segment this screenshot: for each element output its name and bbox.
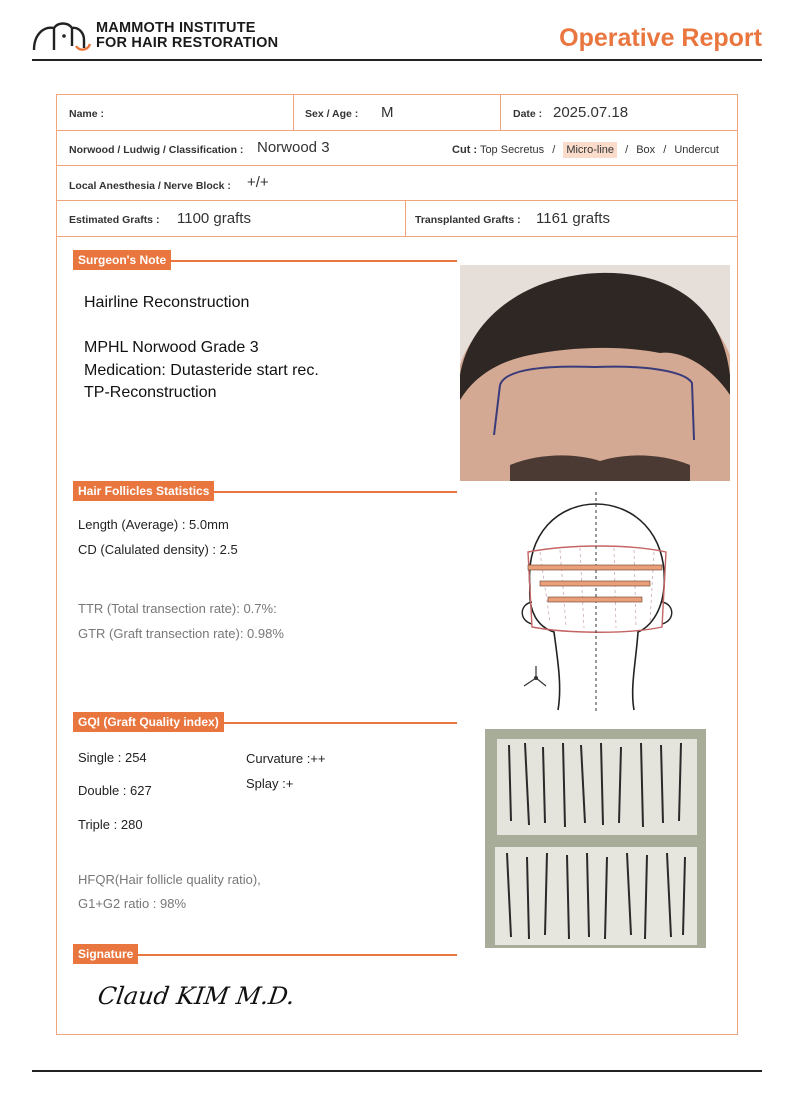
report-header (32, 18, 762, 60)
cut-label: Cut : (452, 144, 478, 156)
stat-gtr: GTR (Graft transection rate): 0.98% (78, 626, 284, 641)
gqi-splay: Splay :+ (246, 776, 294, 791)
section-heading: GQI (Graft Quality index) (73, 712, 224, 732)
sex-age-label: Sex / Age : (305, 108, 359, 120)
surgeon-signature: Claud KIM M.D. (96, 982, 297, 1010)
section-signature (73, 944, 457, 966)
transplanted-grafts-value[interactable]: 1161 grafts (536, 210, 610, 227)
row-name-sex-date (57, 95, 737, 131)
graft-microscope-photo (485, 729, 706, 948)
brand-line-1: MAMMOTH INSTITUTE (96, 20, 256, 36)
date-value[interactable]: 2025.07.18 (553, 104, 629, 121)
gqi-hfqr-line2: G1+G2 ratio : 98% (78, 896, 187, 911)
section-heading: Signature (73, 944, 138, 964)
separator: / (663, 144, 667, 156)
stat-length: Length (Average) : 5.0mm (78, 517, 229, 532)
cut-option-box[interactable]: Box (636, 144, 656, 156)
section-surgeons-note (73, 250, 457, 272)
cut-options (452, 144, 719, 156)
stat-ttr: TTR (Total transection rate): 0.7%: (78, 601, 277, 616)
divider (293, 95, 294, 130)
axis-gizmo-icon (524, 666, 546, 686)
estimated-grafts-label: Estimated Grafts : (69, 214, 160, 226)
header-divider (32, 59, 762, 61)
footer-divider (32, 1070, 762, 1072)
document-title: Operative Report (559, 24, 762, 52)
stat-cd: CD (Calulated density) : 2.5 (78, 542, 238, 557)
note-line: TP-Reconstruction (84, 384, 217, 401)
divider (500, 95, 501, 130)
section-follicle-stats (73, 481, 457, 503)
brand-line-2: FOR HAIR RESTORATION (96, 35, 279, 51)
anesthesia-value[interactable]: +/+ (247, 174, 269, 191)
section-heading: Surgeon's Note (73, 250, 171, 270)
anesthesia-label: Local Anesthesia / Nerve Block : (69, 180, 231, 192)
classification-label: Norwood / Ludwig / Classification : (69, 144, 244, 156)
row-classification-cut (57, 131, 737, 166)
estimated-grafts-value[interactable]: 1100 grafts (177, 210, 251, 227)
separator: / (552, 144, 556, 156)
cut-option-top-secretus[interactable]: Top Secretus (479, 144, 545, 156)
row-anesthesia (57, 166, 737, 201)
cut-option-micro-line[interactable]: Micro-line (563, 142, 617, 158)
gqi-single: Single : 254 (78, 750, 147, 765)
brand-name (96, 21, 278, 51)
note-line: Hairline Reconstruction (84, 294, 250, 311)
sex-age-value[interactable]: M (381, 104, 394, 121)
classification-value[interactable]: Norwood 3 (257, 139, 330, 156)
hairline-photo (460, 265, 730, 481)
divider (405, 201, 406, 236)
transplanted-grafts-label: Transplanted Grafts : (415, 214, 521, 226)
section-gqi (73, 712, 457, 734)
gqi-curvature: Curvature :++ (246, 751, 326, 766)
date-label: Date : (513, 108, 543, 120)
gqi-hfqr-line1: HFQR(Hair follicle quality ratio), (78, 872, 261, 887)
note-line: Medication: Dutasteride start rec. (84, 362, 319, 379)
gqi-triple: Triple : 280 (78, 817, 143, 832)
note-line: MPHL Norwood Grade 3 (84, 339, 259, 356)
name-label: Name : (69, 108, 105, 120)
row-grafts (57, 201, 737, 237)
donor-area-diagram (510, 492, 690, 714)
mammoth-logo-icon (32, 18, 92, 54)
gqi-double: Double : 627 (78, 783, 152, 798)
separator: / (625, 144, 629, 156)
section-heading: Hair Follicles Statistics (73, 481, 214, 501)
cut-option-undercut[interactable]: Undercut (674, 144, 719, 156)
